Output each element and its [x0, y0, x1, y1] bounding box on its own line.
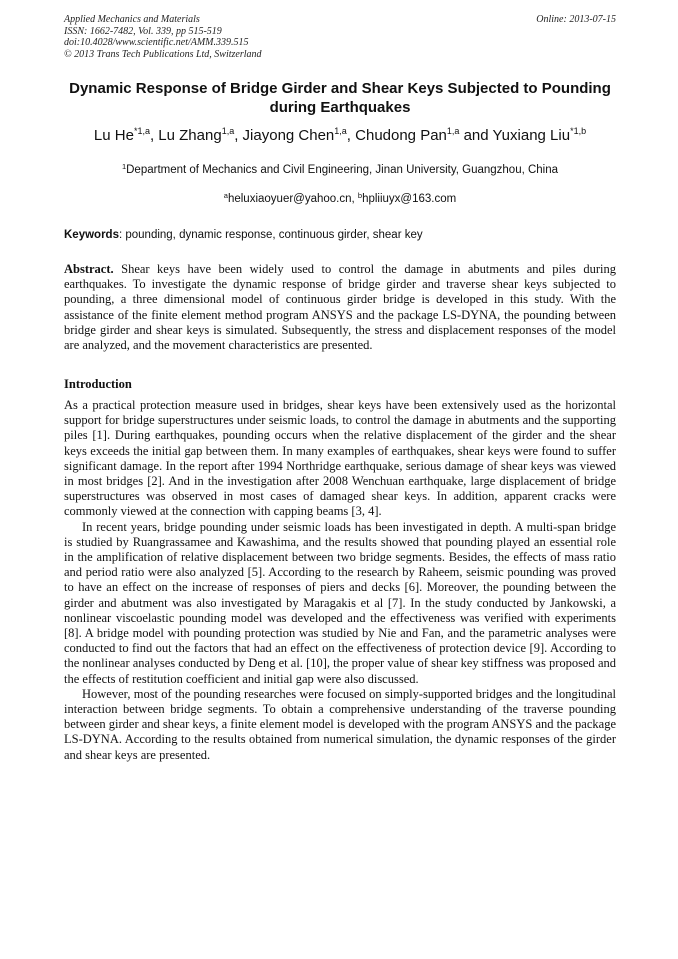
author-name: Lu He: [93, 127, 134, 144]
author-list: [64, 126, 616, 146]
author-separator: ,: [346, 127, 356, 144]
author-separator: ,: [149, 127, 159, 144]
email-superscript: b: [357, 191, 363, 200]
section-heading-introduction: Introduction: [64, 377, 132, 391]
journal-header: [64, 14, 616, 60]
online-date: Online: 2013-07-15: [536, 14, 616, 25]
keywords: [64, 227, 616, 243]
author-superscript: 1,a: [446, 126, 460, 136]
keywords-text: : pounding, dynamic response, continuous girder, shear key: [118, 229, 423, 241]
paragraph: In recent years, bridge pounding under seismic loads has been investigated in depth. A multi-span bridge is studied by Ruangrassamee and Kawashima, and the results showed that pounding played an essential role in the amplification of relative displacement between two bridge segments. Besides, the effects of mass ratio and period ratio were also analyzed [5]. According to the research by Raheem, seismic pounding was proved to have an effect on the increase of responses of piers and decks [6]. Moreover, the pounding between the girder and abutment was also investigated by Maragakis et al [7]. In the study conducted by Jankowski, a nonlinear viscoelastic pounding model was developed and the effectiveness was verified with experiments [8]. A bridge model with pounding protection was studied by Nie and Fan, and the parametric analyses were conducted to find out the factors that had an effect on the effectiveness of protection device [9]. According to the nonlinear analyses conducted by Deng et al. [10], the proper value of shear key stiffness was proposed and the effects of restitution coefficient and initial gap were also discussed.: [64, 519, 616, 686]
abstract-text: Shear keys have been widely used to control the damage in abutments and piles during earthquakes. To investigate the dynamic response of bridge girder and traverse shear keys subjected to pounding, a three dimensional model of continuous girder bridge is developed in this study. With the assistance of the finite element method program ANSYS and the package LS-DYNA, the pounding between bridge girder and shear keys is simulated. Subsequently, the stress and displacement responses of the model are analyzed, and the movement characteristics are presented.: [64, 262, 616, 353]
author-superscript: 1,a: [221, 126, 235, 136]
email-line: [64, 191, 616, 207]
paragraph: However, most of the pounding researches were focused on simply-supported bridges and the longitudinal interaction between bridge segments. To obtain a comprehensive understanding of the traverse pounding between girder and shear keys, a finite element model is developed with the program ANSYS and the package LS-DYNA. According to the results obtained from numerical simulation, the dynamic responses of the girder and shear keys are presented.: [64, 686, 616, 762]
abstract-label: Abstract.: [64, 262, 114, 276]
author-superscript: *1,b: [570, 126, 587, 136]
author-name: Yuxiang Liu: [492, 127, 571, 144]
author-name: Chudong Pan: [355, 127, 447, 144]
introduction-body: [64, 398, 616, 763]
author-separator: ,: [234, 127, 243, 144]
email-address[interactable]: hpliiuyx@163.com: [362, 193, 457, 205]
author-separator: and: [459, 127, 493, 144]
author-superscript: *1,a: [133, 126, 150, 136]
author-superscript: 1,a: [334, 126, 347, 136]
paper-title: Dynamic Response of Bridge Girder and Shear Keys Subjected to Pounding during Earthquakes: [69, 80, 611, 116]
affiliation-text: Department of Mechanics and Civil Engineering, Jinan University, Guangzhou, China: [126, 164, 559, 176]
doi-line: doi:10.4028/www.scientific.net/AMM.339.515: [64, 37, 249, 49]
paragraph: As a practical protection measure used in bridges, shear keys have been extensively used as the horizontal support for bridge superstructures under seismic loads, to control the damage in abutments and the supporting piles [1]. During earthquakes, pounding occurs when the relative displacement of the girder and the shear keys exceeds the initial gap between them. In many examples of earthquakes, shear keys were found to suffer significant damage. In the report after 1994 Northridge earthquake, serious damage of shear keys was viewed in most bridges [2]. And in the investigation after 2008 Wenchuan earthquake, large displacement of bridge superstructures was observed in most cases of damaged shear keys. In addition, apparent cracks were commonly viewed at the connection with capping beams [3, 4].: [64, 398, 616, 519]
issn-line: ISSN: 1662-7482, Vol. 339, pp 515-519: [64, 25, 222, 37]
copyright-line: © 2013 Trans Tech Publications Ltd, Switzerland: [64, 48, 262, 60]
email-address[interactable]: heluxiaoyuer@yahoo.cn,: [227, 193, 358, 205]
abstract: [64, 262, 616, 353]
author-name: Jiayong Chen: [242, 127, 335, 144]
keywords-label: Keywords: [64, 229, 119, 241]
author-name: Lu Zhang: [158, 127, 222, 144]
journal-name: Applied Mechanics and Materials: [64, 14, 200, 25]
affiliation-superscript: 1: [121, 162, 127, 171]
email-superscript: a: [223, 191, 228, 200]
affiliation: [64, 162, 616, 178]
